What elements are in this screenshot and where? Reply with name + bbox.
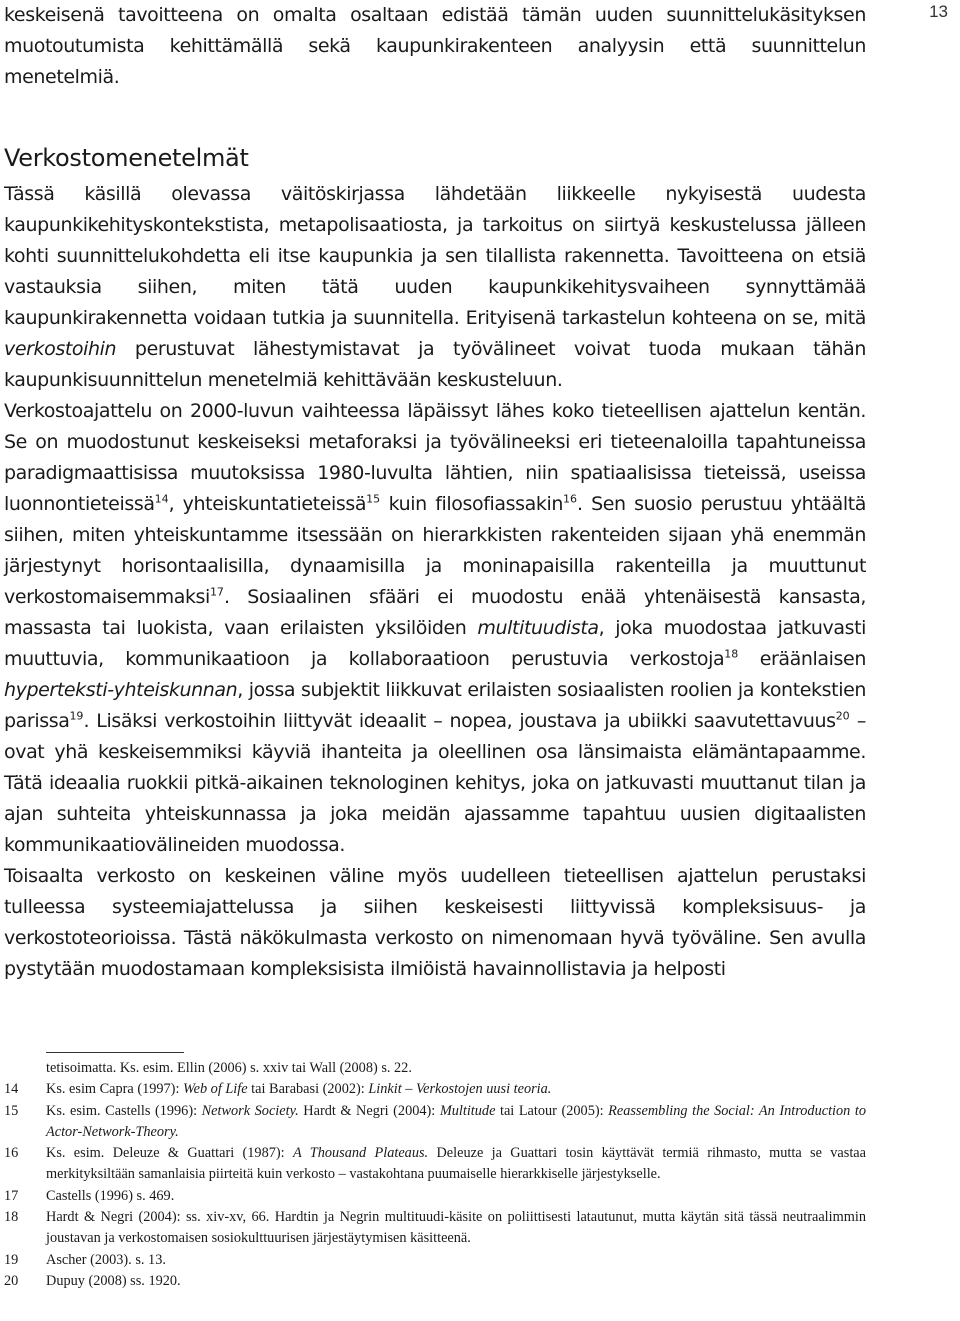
footnote-text: Castells (1996) s. 469. [46,1187,175,1204]
paragraph-1 [4,179,866,396]
footnote-15 [4,1101,866,1144]
footnote-text: Ascher (2003). s. 13. [46,1251,166,1268]
book-title: Network Society. [201,1102,299,1119]
footnote-14 [4,1079,866,1100]
footnote-text [46,1101,866,1144]
text-run: Hardt & Negri (2004): [298,1102,440,1119]
footnote-text: Dupuy (2008) ss. 1920. [46,1272,181,1289]
emphasis: hyperteksti-yhteiskunnan [4,679,238,701]
footnote-18 [4,1207,866,1250]
text-run: . Lisäksi verkostoihin liittyvät ideaalit – nopea, joustava ja ubiikki saavutettavuus [83,710,836,732]
page-number: 13 [929,2,948,21]
footnote-number: 17 [4,1187,19,1204]
book-title: Reassembling the Social: An Introduction to Actor-Network-Theory. [46,1102,866,1140]
footnote-number: 16 [4,1145,19,1162]
footnote-16 [4,1143,866,1186]
footnote-number [4,1058,46,1079]
book-title: Multitude [439,1102,496,1119]
paragraph-intro-continued: keskeisenä tavoitteena on omalta osaltaan edistää tämän uuden suunnittelukäsityksen muotoutumista kehittämällä sekä kaupunkirakenteen analyysin että suunnittelun menetelmiä. [4,4,866,88]
book-title: Web of Life [183,1081,248,1098]
footnote-number: 15 [4,1102,19,1119]
footnote-text: Hardt & Negri (2004): ss. xiv-xv, 66. Hardtin ja Negrin multituudi-käsite on poliittisesti latautunut, mutta käytän sitä tässä neutraalimmin joustavan ja verkostomaisen sosiokulttuurisen järjestäytymisen käsitteenä. [46,1209,866,1247]
emphasis: multituudista [477,617,599,639]
footnote-number: 18 [4,1209,19,1226]
footnote-ref-14[interactable]: 14 [154,492,169,506]
text-run: – ovat yhä keskeisemmiksi käyviä ihanteita ja oleellinen osa länsimaista elämäntapaamme. Tätä ideaalia ruokkii pitkä-aikainen teknologinen kehitys, joka on jatkuvasti muuttanut tilan ja ajan suhteita yhteiskunnassa ja joka meidän ajassamme tapahtuu uusien digitaalisten kommunikaatiovälineiden muodossa. [4,710,866,856]
footnote-separator [46,1052,184,1053]
footnote-ref-20[interactable]: 20 [835,709,850,723]
text-run: , yhteiskuntatieteissä [168,493,367,515]
footnote-17 [4,1186,866,1207]
footnote-text [46,1143,866,1186]
footnote-text: tetisoimatta. Ks. esim. Ellin (2006) s. xxiv tai Wall (2008) s. 22. [46,1060,412,1076]
body-text [4,0,866,985]
text-run: , jossa subjektit liikkuvat erilaisten sosiaalisten roolien ja kontekstien parissa [4,679,866,732]
text-run: Tässä käsillä olevassa väitöskirjassa lähdetään liikkeelle nykyisestä uudesta kaupunkikehityskontekstista, metapolisaatiosta, ja tarkoitus on siirtyä keskustelussa jälleen kohti suunnittelukohdetta eli itse kaupunkia ja sen tilallista rakennetta. Tavoitteena on etsiä vastauksia siihen, miten tätä uuden kaupunkikehitysvaiheen synnyttämää kaupunkirakennetta voidaan tutkia ja suunnitella. Erityisenä tarkastelun kohteena on se, mitä [4,183,866,329]
text-run: Verkostoajattelu on 2000-luvun vaihteessa läpäissyt lähes koko tieteellisen ajattelun kentän. Se on muodostunut keskeiseksi metaforaksi ja työvälineeksi eri tieteenaloilla tapahtuneissa paradigmaattisissa muutoksissa 1980-luvulta lähtien, niin spatiaalisissa tieteissä, useissa luonnontieteissä [4,400,866,515]
footnote-text [46,1079,866,1100]
footnote-number: 19 [4,1251,19,1268]
text-run: eräänlaisen [738,648,866,670]
text-run: Ks. esim Capra (1997): [46,1081,183,1098]
paragraph-3: Toisaalta verkosto on keskeinen väline myös uudelleen tieteellisen ajattelun perustaksi tulleessa systeemiajattelussa ja siihen keskeisesti liittyvissä kompleksisuus- ja verkostoteorioissa. Tästä näkökulmasta verkosto on nimenomaan hyvä työväline. Sen avulla pystytään muodostamaan kompleksisista ilmiöistä havainnollistavia ja helposti [4,865,866,980]
emphasis: verkostoihin [4,338,117,360]
paragraph-2 [4,396,866,861]
footnote-number: 20 [4,1272,19,1289]
footnote-ref-19[interactable]: 19 [69,709,84,723]
text-run: kuin filosofiassakin [380,493,563,515]
text-run: . Sen suosio perustuu yhtäältä siihen, miten yhteiskuntamme itsessään on hierarkkisten rakenteiden sijaan yhä enemmän järjestynyt horisontaalisilla, dynaamisilla ja moninapaisilla rakenteilla ja muuttunut verkostomaisemmaksi [4,493,866,608]
footnote-number: 14 [4,1081,19,1098]
footnotes [4,1058,866,1292]
footnote-ref-17[interactable]: 17 [209,585,224,599]
text-run: Ks. esim. Castells (1996): [46,1102,202,1119]
text-run: perustuvat lähestymistavat ja työvälineet voivat tuoda mukaan tähän kaupunkisuunnittelun menetelmiä kehittävään keskusteluun. [4,338,866,391]
book-title: A Thousand Plateaus. [292,1145,429,1162]
footnote-ref-16[interactable]: 16 [562,492,577,506]
footnote-ref-18[interactable]: 18 [724,647,739,661]
text-run: tai Latour (2005): [495,1102,609,1119]
footnote-19 [4,1250,866,1271]
text-run: . Sosiaalinen sfääri ei muodostu enää yhtenäisestä kansasta, massasta tai luokista, vaan erilaisten yksilöiden [4,586,866,639]
footnote-continued [4,1058,866,1079]
footnote-ref-15[interactable]: 15 [366,492,381,506]
book-title: Linkit – Verkostojen uusi teoria. [368,1081,552,1098]
footnote-20 [4,1271,866,1292]
section-heading: Verkostomenetelmät [4,144,249,172]
text-run: , joka muodostaa jatkuvasti muuttuvia, kommunikaatioon ja kollaboraatioon perustuvia verkostoja [4,617,866,670]
text-run: tai Barabasi (2002): [247,1081,369,1098]
text-run: Deleuze ja Guattari tosin käyttävät termiä rihmasto, mutta se vastaa merkityksiltään samanlaisia piirteitä kuin verkosto – vastakohtana puumaiselle hierarkkiselle järjestykselle. [46,1145,867,1183]
text-run: Ks. esim. Deleuze & Guattari (1987): [46,1145,293,1162]
